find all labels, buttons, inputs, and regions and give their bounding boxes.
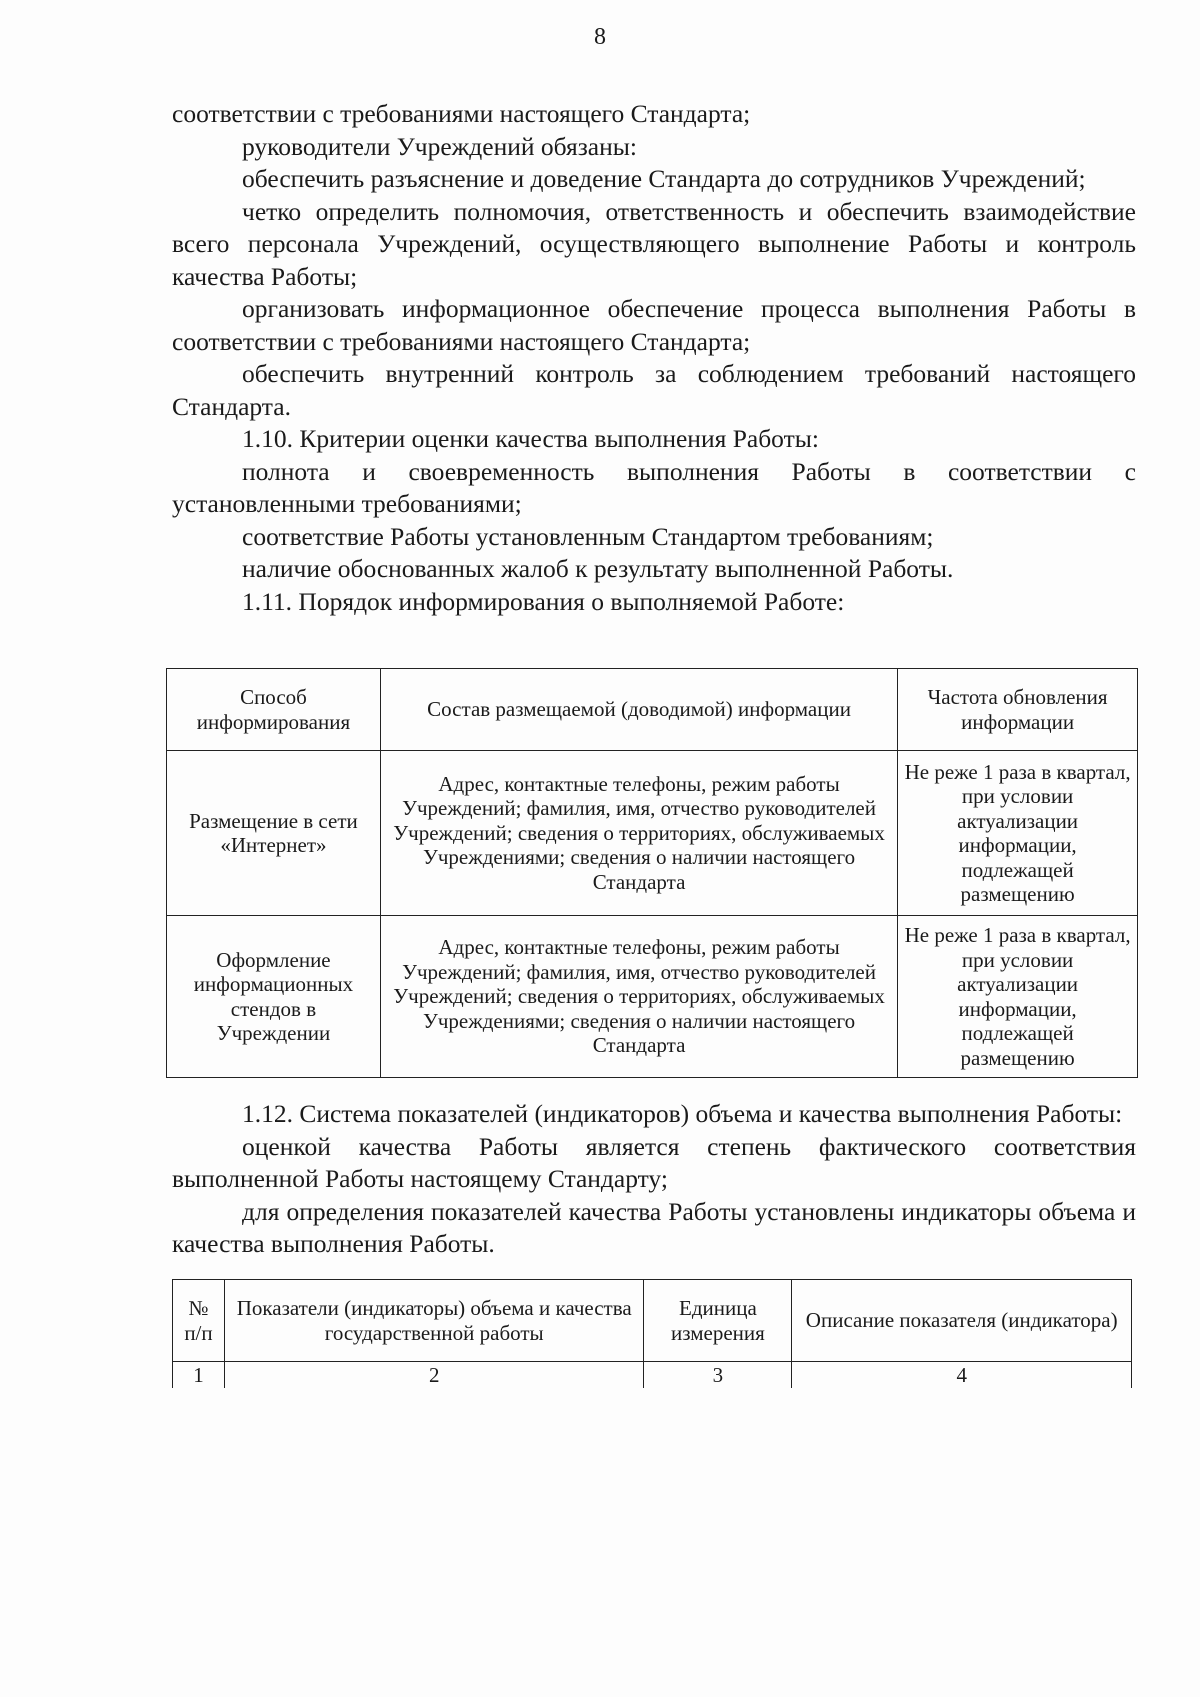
paragraph: обеспечить внутренний контроль за соблюдением требований настоящего Стандарта. <box>172 359 1136 421</box>
header-cell: Способ информирования <box>167 669 381 751</box>
body-text-top <box>172 98 1136 618</box>
paragraph: четко определить полномочия, ответственность и обеспечить взаимодействие всего персонала Учреждений, осуществляющего выполнение Работы и контроль качества Работы; <box>172 196 1136 291</box>
column-number: 1 <box>173 1362 225 1389</box>
indicators-table <box>172 1279 1132 1388</box>
paragraph: наличие обоснованных жалоб к результату выполненной Работы. <box>242 554 954 583</box>
table-cell: Оформление информационных стендов в Учреждении <box>167 916 381 1078</box>
paragraph: оценкой качества Работы является степень фактического соответствия выполненной Работы настоящему Стандарту; <box>172 1131 1136 1193</box>
paragraph: полнота и своевременность выполнения Работы в соответствии с установленными требованиями; <box>172 456 1136 518</box>
header-cell: Показатели (индикаторы) объема и качества государственной работы <box>224 1280 644 1362</box>
informing-table <box>166 668 1138 1078</box>
table-cell: Адрес, контактные телефоны, режим работы Учреждений; фамилия, имя, отчество руководителей Учреждений; сведения о территориях, обслуживаемых Учреждениями; сведения о наличии настоящего Стандарта <box>380 751 897 916</box>
paragraph: для определения показателей качества Работы установлены индикаторы объема и качества выполнения Работы. <box>172 1196 1136 1258</box>
column-number: 3 <box>644 1362 792 1389</box>
paragraph: руководители Учреждений обязаны: <box>242 131 637 161</box>
page-number: 8 <box>594 24 606 50</box>
section-heading-1-11: 1.11. Порядок информирования о выполняемой Работе: <box>242 586 845 616</box>
header-cell: Состав размещаемой (доводимой) информации <box>380 669 897 751</box>
header-cell: Частота обновления информации <box>898 669 1138 751</box>
table-cell: Не реже 1 раза в квартал, при условии актуализации информации, подлежащей размещению <box>898 751 1138 916</box>
paragraph: соответствие Работы установленным Стандартом требованиям; <box>242 521 934 551</box>
table-cell: Не реже 1 раза в квартал, при условии актуализации информации, подлежащей размещению <box>898 916 1138 1078</box>
column-number: 2 <box>224 1362 644 1389</box>
section-heading-1-12: 1.12. Система показателей (индикаторов) объема и качества выполнения Работы: <box>242 1099 1123 1128</box>
header-cell: Описание показателя (индикатора) <box>792 1280 1132 1362</box>
table-row <box>167 751 1138 916</box>
table-header-row <box>167 669 1138 751</box>
table-cell: Размещение в сети «Интернет» <box>167 751 381 916</box>
table-row <box>167 916 1138 1078</box>
paragraph: обеспечить разъяснение и доведение Стандарта до сотрудников Учреждений; <box>242 164 1086 193</box>
section-heading-1-10: 1.10. Критерии оценки качества выполнения Работы: <box>242 424 819 453</box>
header-cell: Единица измерения <box>644 1280 792 1362</box>
paragraph: соответствии с требованиями настоящего Стандарта; <box>172 99 751 128</box>
table-header-row <box>173 1280 1132 1362</box>
header-cell: № п/п <box>173 1280 225 1362</box>
body-text-bottom <box>172 1098 1136 1261</box>
column-number-row <box>173 1362 1132 1389</box>
column-number: 4 <box>792 1362 1132 1389</box>
paragraph: организовать информационное обеспечение процесса выполнения Работы в соответствии с требованиями настоящего Стандарта; <box>172 294 1136 356</box>
table-cell: Адрес, контактные телефоны, режим работы Учреждений; фамилия, имя, отчество руководителей Учреждений; сведения о территориях, обслуживаемых Учреждениями; сведения о наличии настоящего Стандарта <box>380 916 897 1078</box>
